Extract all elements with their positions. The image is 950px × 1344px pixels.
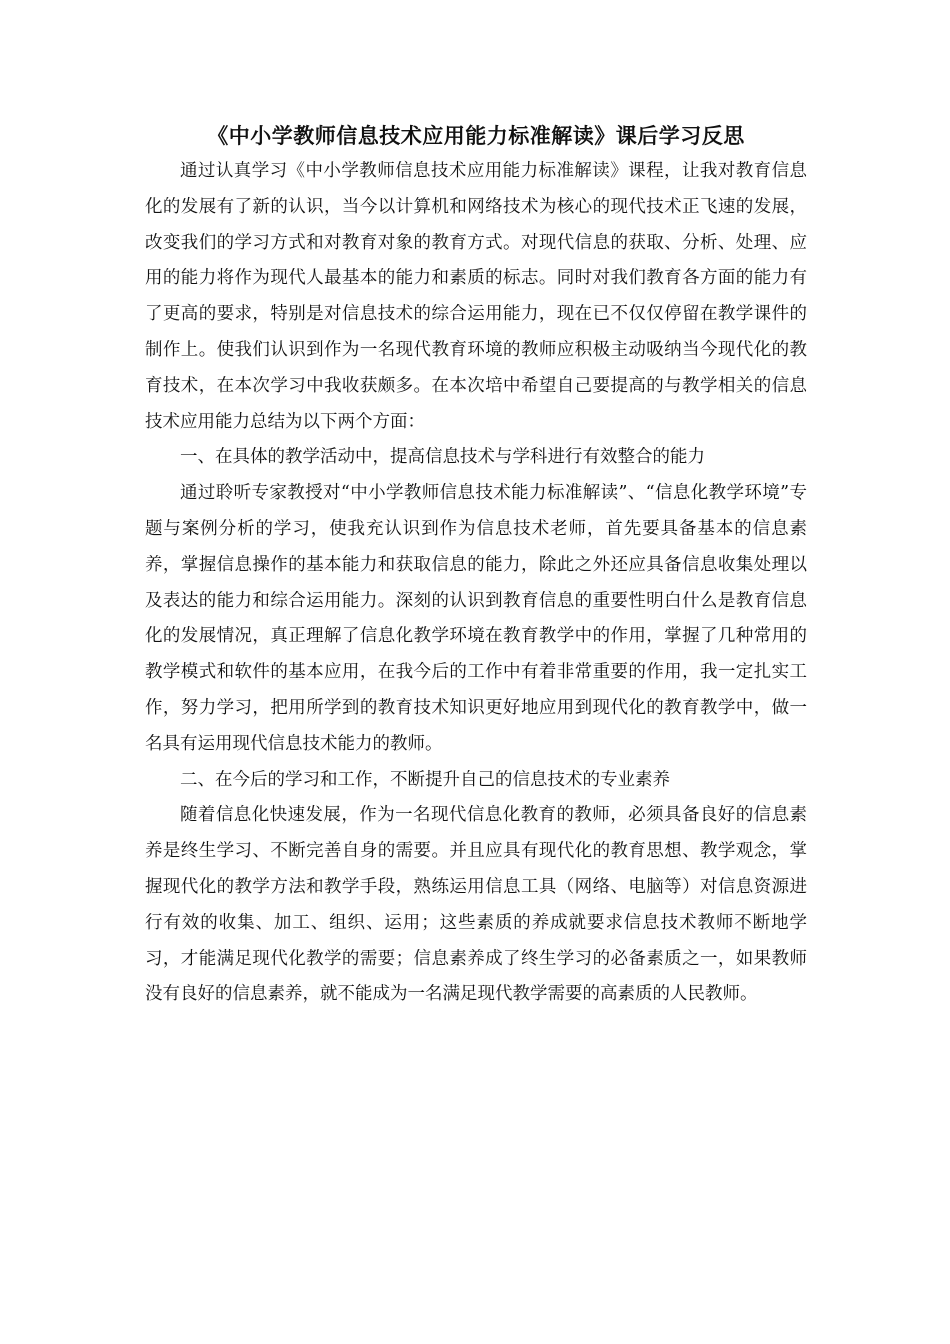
section-1-paragraph: 通过聆听专家教授对“中小学教师信息技术能力标准解读”、“信息化教学环境”专题与案例分析的学习，使我充认识到作为信息技术老师，首先要具备基本的信息素养，掌握信息操作的基本能力和获取信息的能力，除此之外还应具备信息收集处理以及表达的能力和综合运用能力。深刻的认识到教育信息的重要性明白什么是教育信息化的发展情况，真正理解了信息化教学环境在教育教学中的作用，掌握了几种常用的教学模式和软件的基本应用，在我今后的工作中有着非常重要的作用，我一定扎实工作，努力学习，把用所学到的教育技术知识更好地应用到现代化的教育教学中，做一名具有运用现代信息技术能力的教师。 bbox=[145, 483, 807, 754]
section-2-paragraph: 随着信息化快速发展，作为一名现代信息化教育的教师，必须具备良好的信息素养是终生学习、不断完善自身的需要。并且应具有现代化的教育思想、教学观念，掌握现代化的教学方法和教学手段，熟练运用信息工具（网络、电脑等）对信息资源进行有效的收集、加工、组织、运用；这些素质的养成就要求信息技术教师不断地学习，才能满足现代化教学的需要；信息素养成了终生学习的必备素质之一，如果教师没有良好的信息素养，就不能成为一名满足现代教学需要的高素质的人民教师。 bbox=[145, 805, 807, 1005]
section-heading-1: 一、在具体的教学活动中，提高信息技术与学科进行有效整合的能力 bbox=[180, 447, 705, 468]
document-body bbox=[145, 118, 807, 1013]
section-heading-2: 二、在今后的学习和工作，不断提升自己的信息技术的专业素养 bbox=[180, 769, 670, 790]
intro-paragraph: 通过认真学习《中小学教师信息技术应用能力标准解读》课程，让我对教育信息化的发展有了新的认识，当今以计算机和网络技术为核心的现代技术正飞速的发展，改变我们的学习方式和对教育对象的教育方式。对现代信息的获取、分析、处理、应用的能力将作为现代人最基本的能力和素质的标志。同时对我们教育各方面的能力有了更高的要求，特别是对信息技术的综合运用能力，现在已不仅仅停留在教学课件的制作上。使我们认识到作为一名现代教育环境的教师应积极主动吸纳当今现代化的教育技术，在本次学习中我收获颇多。在本次培中希望自己要提高的与教学相关的信息技术应用能力总结为以下两个方面： bbox=[145, 161, 807, 432]
document-title: 《中小学教师信息技术应用能力标准解读》课后学习反思 bbox=[207, 123, 745, 148]
